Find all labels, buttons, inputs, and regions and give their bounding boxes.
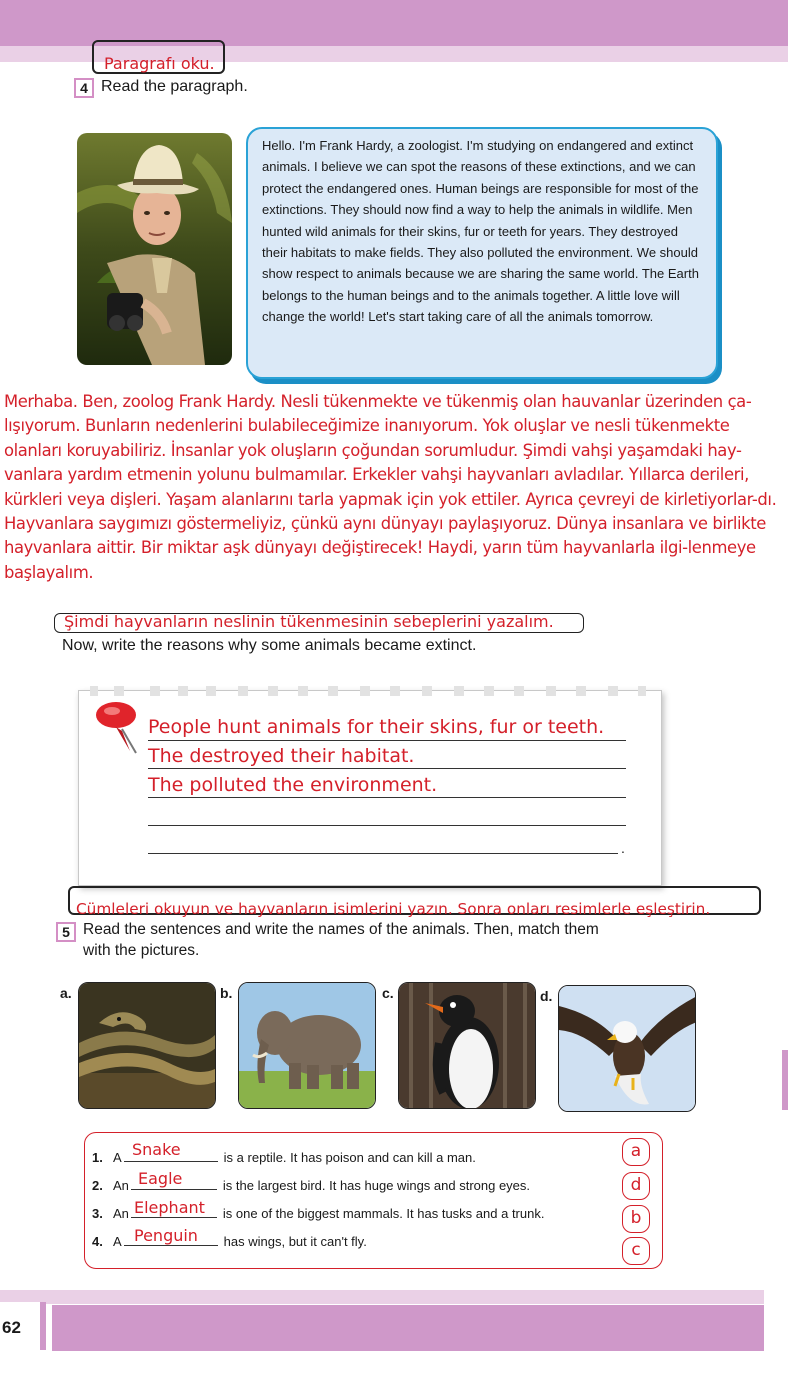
animal-answer: Elephant [134,1198,205,1217]
sentence-number: 3. [92,1206,103,1221]
reason-answer-1: People hunt animals for their skins, fur or teeth. [148,716,605,738]
line-end-period: . [621,840,625,856]
match-letter: c [622,1237,650,1265]
sentence-text: has wings, but it can't fly. [223,1234,367,1249]
sentence-article: An [113,1206,129,1221]
sentence-text: is one of the biggest mammals. It has tusks and a trunk. [222,1206,545,1221]
handwritten-note: Paragrafı oku. [104,54,215,73]
exercise-number: 4 [74,78,94,98]
sentence-number: 4. [92,1234,103,1249]
bottom-decor-band [52,1305,764,1351]
reasons-instruction: Now, write the reasons why some animals became extinct. [62,637,477,654]
picture-label-a: a. [60,985,72,1001]
eagle-picture [558,985,696,1112]
elephant-illustration [239,983,376,1109]
snake-picture [78,982,216,1109]
reason-answer-2: The destroyed their habitat. [148,745,415,767]
exercise-number: 5 [56,922,76,942]
sentence-article: A [113,1150,122,1165]
animal-answer: Penguin [134,1226,198,1245]
animal-answer: Eagle [138,1169,183,1188]
sentence-number: 2. [92,1178,103,1193]
note-torn-edge [78,684,662,698]
writing-line-5 [148,853,618,854]
writing-line-4 [148,825,626,826]
match-letter: d [622,1172,650,1200]
eagle-illustration [559,986,696,1112]
animal-answer: Snake [132,1140,181,1159]
sentence-number: 1. [92,1150,103,1165]
writing-line-1 [148,740,626,741]
match-letter: a [622,1138,650,1166]
sentence-text: is a reptile. It has poison and can kill a man. [223,1150,476,1165]
match-letter: b [622,1205,650,1233]
elephant-picture [238,982,376,1109]
speech-bubble [246,127,718,379]
writing-line-3 [148,797,626,798]
writing-line-2 [148,768,626,769]
pushpin-icon [86,695,146,755]
translation-paragraph: Merhaba. Ben, zoolog Frank Hardy. Nesli tükenmekte ve tükenmiş olan hauvanlar üzerinden ça-lışıyorum. Bunların nedenlerini bulabileceğimize inanıyorum. Yok oluşlar ve nesli tükenmekte olanları koruyabiliriz. İnsanlar yok oluşların çoğundan sorumludur. Şimdi vahşi yaşamdaki hay-vanlara yardım etmenin yolunu bulmamılar. Erkekler vahşi hayvanları avladılar. Yıllarca derileri, kürkleri veya dişleri. Yaşam alanlarını tarla yapmak için yok ettiler. Ayrıca çevreyi de kirletiyorlar-dı. Hayvanlara saygımızı göstermeliyiz, çünkü aynı dünyayı paylaşıyoruz. Dünya insanlara ve birlikte hayvanlara aittir. Bir miktar aşk dünyayı değiştirecek! Haydi, yarın tüm hayvanlarla ilgi-lenmeye başlayalım. [4,392,777,582]
zoologist-illustration [77,133,232,365]
picture-label-d: d. [540,988,553,1004]
exercise-instruction: Read the paragraph. [101,78,248,95]
page-number: 62 [0,1302,46,1350]
exercise-instruction-line-1: Read the sentences and write the names of the animals. Then, match them [83,921,599,938]
side-decor-tab [782,1050,788,1110]
exercise-instruction-line-2: with the pictures. [83,942,200,959]
picture-label-c: c. [382,985,394,1001]
snake-illustration [79,983,216,1109]
zoologist-photo [77,133,232,365]
handwritten-note: Şimdi hayvanların neslinin tükenmesinin sebeplerini yazalım. [64,612,554,631]
bottom-decor-band-light [0,1290,764,1304]
penguin-illustration [399,983,536,1109]
sentence-article: A [113,1234,122,1249]
handwritten-note: Cümleleri okuyun ve hayvanların isimlerini yazın. Sonra onları resimlerle eşleştirin. [76,900,711,918]
penguin-picture [398,982,536,1109]
sentence-article: An [113,1178,129,1193]
picture-label-b: b. [220,985,233,1001]
sentence-text: is the largest bird. It has huge wings and strong eyes. [222,1178,531,1193]
speech-bubble-text: Hello. I'm Frank Hardy, a zoologist. I'm studying on endangered and extinct animals. I believe we can spot the reasons of these extinctions, and we can protect the endangered ones. Human beings are responsible for most of the extinctions. They should now find a way to help the animals in wildlife. Men hunted wild animals for their skins, fur or teeth for years. They destroyed their habitats to make fields. They also polluted the environment. We should show respect to animals because we are sharing the same world. The Earth belongs to the human beings and to the animals together. A little love will change the world! Let's start taking care of all the animals tomorrow. [262,138,699,325]
reason-answer-3: The polluted the environment. [148,774,438,796]
